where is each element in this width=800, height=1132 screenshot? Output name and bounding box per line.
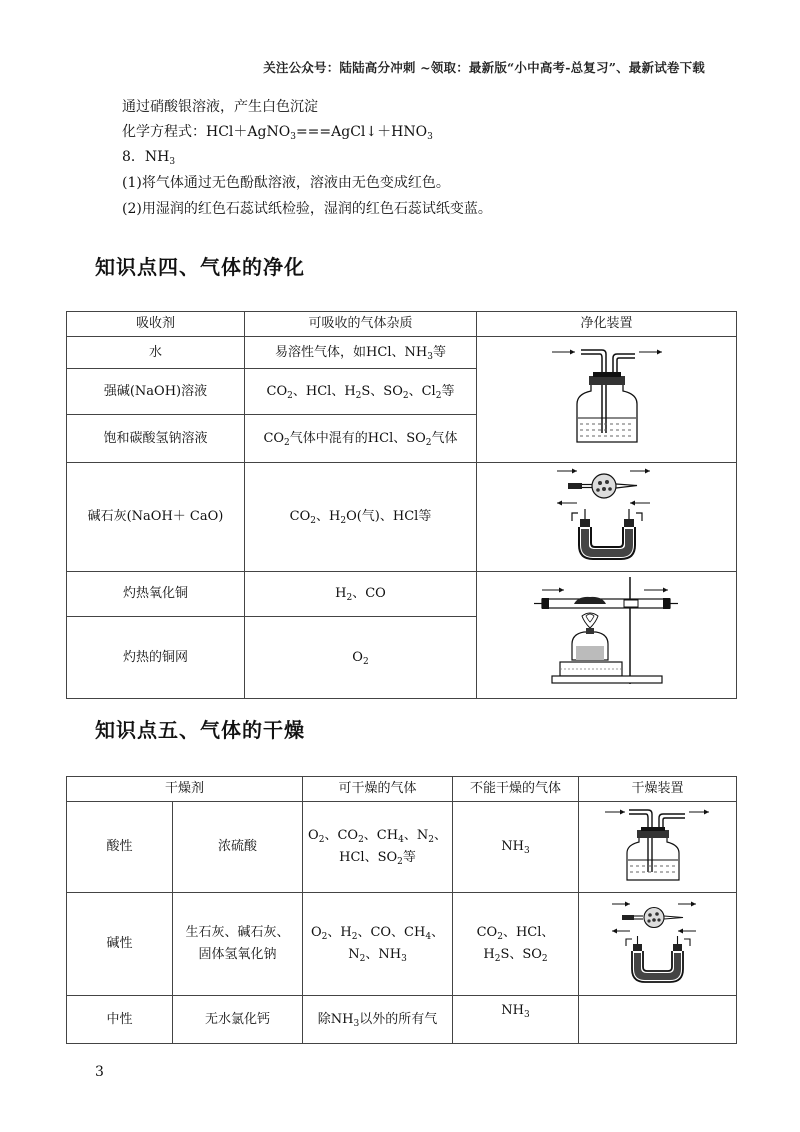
can-dry-cell: $O_2$、$CO_2$、$CH_4$、$N_2$、 HCl、$SO_2$等 (303, 802, 453, 893)
header-desiccant: 干燥剂 (67, 777, 303, 802)
impurity-cell: $CO_2$气体中混有的HCl、$SO_2$气体 (245, 415, 477, 463)
desiccant-agent-cell: 生石灰、碱石灰、 固体氢氧化钠 (173, 893, 303, 996)
cannot-dry-cell: $CO_2$、HCl、 $H_2S$、$SO_2$ (453, 893, 579, 996)
can-dry-cell: $O_2$、$H_2$、CO、$CH_4$、 $N_2$、$NH_3$ (303, 893, 453, 996)
empty-apparatus-cell (579, 996, 737, 1044)
absorbent-cell: 强碱(NaOH)溶液 (67, 369, 245, 415)
combustion-tube-icon (532, 572, 682, 690)
table-row (67, 463, 737, 572)
cannot-dry-cell: $NH_3$ (453, 802, 579, 893)
header-impurity: 可吸收的气体杂质 (245, 312, 477, 337)
purification-table (66, 311, 737, 699)
drying-header-row (67, 777, 737, 802)
drying-tube-u-tube-icon (608, 897, 708, 987)
desiccant-type-cell: 中性 (67, 996, 173, 1044)
absorbent-cell: 灼热氧化铜 (67, 572, 245, 617)
desiccant-agent-cell: 无水氯化钙 (173, 996, 303, 1044)
header-apparatus: 净化装置 (477, 312, 737, 337)
intro-line-5: (2)用湿润的红色石蕊试纸检验，湿润的红色石蕊试纸变蓝。 (122, 201, 492, 217)
header-cannot-dry: 不能干燥的气体 (453, 777, 579, 802)
cannot-dry-cell: $NH_3$ (453, 996, 579, 1044)
heated-tube-apparatus (477, 572, 737, 699)
impurity-cell: $CO_2$、HCl、$H_2S$、$SO_2$、$Cl_2$等 (245, 369, 477, 415)
page-header: 关注公众号：陆陆高分冲刺 ~领取：最新版“小中高考-总复习”、最新试卷下载 (263, 60, 705, 75)
absorbent-cell: 灼热的铜网 (67, 617, 245, 699)
absorbent-cell: 饱和碳酸氢钠溶液 (67, 415, 245, 463)
purification-header-row (67, 312, 737, 337)
drying-tube-apparatus (579, 893, 737, 996)
impurity-cell: $O_2$ (245, 617, 477, 699)
desiccant-agent-cell: 浓硫酸 (173, 802, 303, 893)
section-5-title: 知识点五、气体的干燥 (95, 718, 305, 742)
impurity-cell: $H_2$、CO (245, 572, 477, 617)
table-row (67, 893, 737, 996)
header-drying-apparatus: 干燥装置 (579, 777, 737, 802)
table-row (67, 996, 737, 1044)
desiccant-type-cell: 碱性 (67, 893, 173, 996)
header-absorbent: 吸收剂 (67, 312, 245, 337)
impurity-cell: $CO_2$、$H_2O$(气)、HCl等 (245, 463, 477, 572)
drying-tube-u-tube-icon (552, 463, 662, 563)
impurity-cell: 易溶性气体，如HCl、$NH_3$等 (245, 337, 477, 369)
intro-equation: 化学方程式：$HCl+AgNO_3===AgCl↓+HNO_3$ (122, 124, 433, 142)
gas-washing-bottle-apparatus (477, 337, 737, 463)
gas-washing-bottle-icon (603, 802, 713, 884)
intro-line-4: (1)将气体通过无色酚酞溶液，溶液由无色变成红色。 (122, 175, 450, 191)
table-row (67, 337, 737, 369)
absorbent-cell: 水 (67, 337, 245, 369)
table-row (67, 802, 737, 893)
page-number: 3 (95, 1064, 104, 1080)
drying-table (66, 776, 737, 1044)
intro-line-1: 通过硝酸银溶液，产生白色沉淀 (122, 99, 318, 115)
section-4-title: 知识点四、气体的净化 (95, 255, 305, 279)
absorbent-cell: 碱石灰(NaOH＋ CaO) (67, 463, 245, 572)
can-dry-cell: 除$NH_3$以外的所有气 (303, 996, 453, 1044)
intro-item-8: 8．$NH_3$ (122, 149, 176, 167)
header-can-dry: 可干燥的气体 (303, 777, 453, 802)
table-row (67, 572, 737, 617)
desiccant-type-cell: 酸性 (67, 802, 173, 893)
drying-tube-apparatus (477, 463, 737, 572)
gas-washing-bottle-apparatus (579, 802, 737, 893)
gas-washing-bottle-icon (547, 338, 667, 453)
